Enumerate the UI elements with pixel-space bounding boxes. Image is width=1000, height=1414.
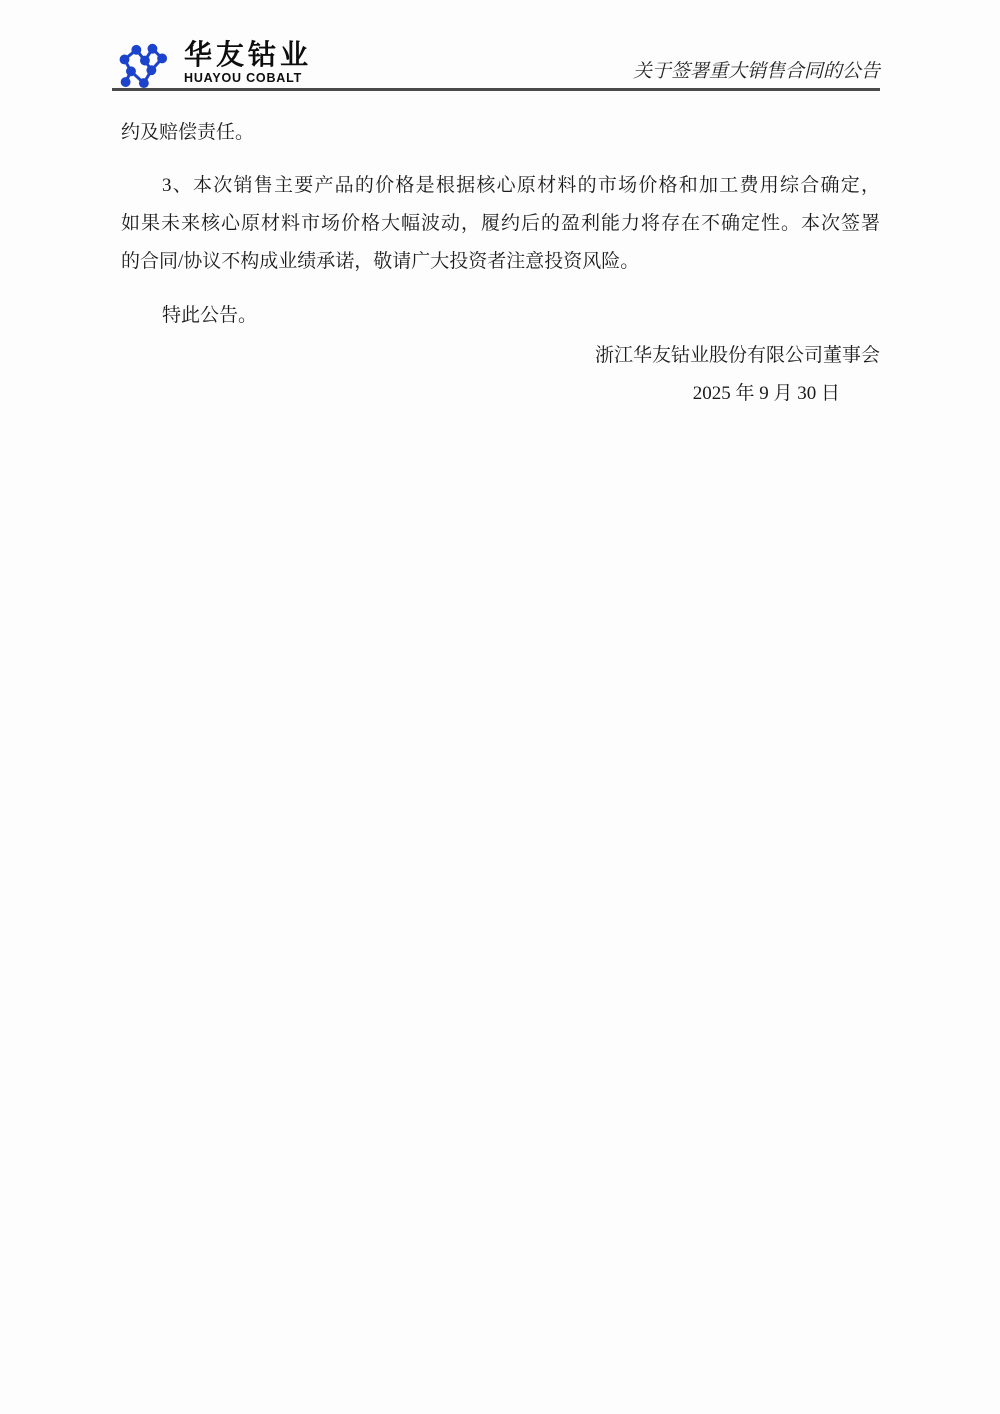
paragraph-line-2: 如果未来核心原材料市场价格大幅波动，履约后的盈利能力将存在不确定性。本次签署	[121, 213, 880, 234]
paragraph-line-1: 3、本次销售主要产品的价格是根据核心原材料的市场价格和加工费用综合确定，	[162, 175, 880, 196]
document-body	[121, 114, 880, 413]
body-continuation-line: 约及赔偿责任。	[121, 122, 255, 143]
header-divider	[112, 88, 880, 91]
announcement-date: 2025 年 9 月 30 日	[692, 383, 840, 404]
paragraph-line-3: 的合同/协议不构成业绩承诺，敬请广大投资者注意投资风险。	[121, 251, 640, 272]
brand-name-english: HUAYOU COBALT	[184, 71, 303, 85]
closing-statement: 特此公告。	[162, 305, 258, 326]
huayou-molecule-logo-icon	[117, 42, 175, 92]
header-document-title: 关于签署重大销售合同的公告	[632, 61, 880, 82]
company-logo	[117, 40, 312, 92]
brand-wordmark	[184, 40, 312, 85]
signature-company-board: 浙江华友钴业股份有限公司董事会	[594, 345, 880, 366]
brand-name-chinese: 华友钴业	[184, 39, 313, 70]
